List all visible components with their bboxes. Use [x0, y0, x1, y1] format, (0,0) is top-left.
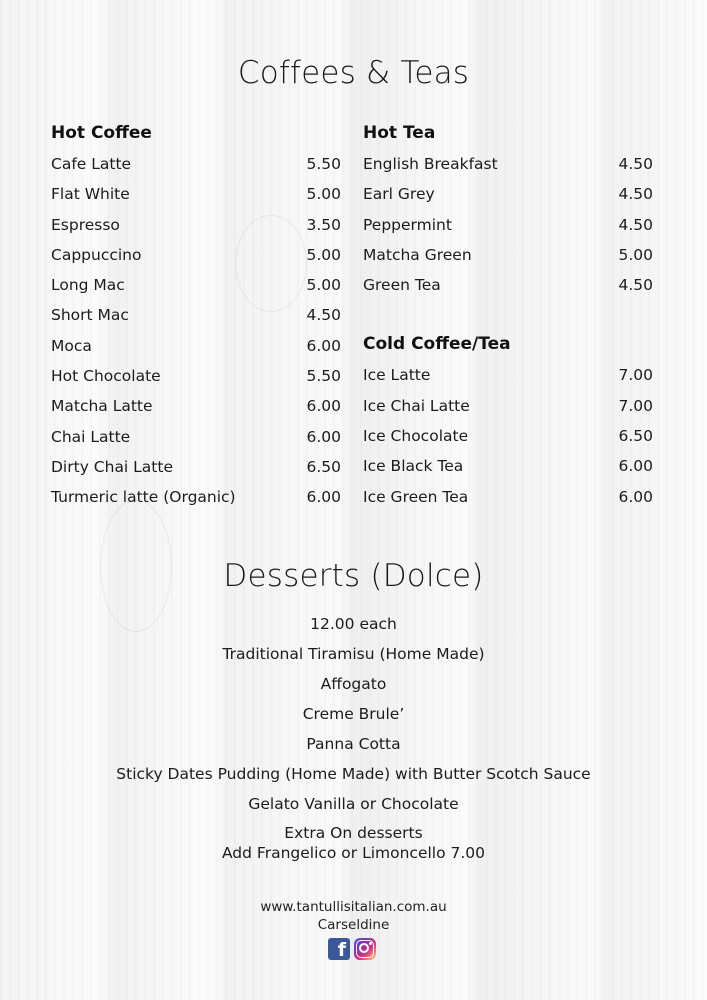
item-price: 5.50 — [306, 367, 341, 386]
item-name: Espresso — [51, 215, 120, 234]
desserts-list — [0, 610, 707, 863]
menu-item — [363, 241, 653, 271]
menu-item — [363, 211, 653, 241]
item-name: Cappuccino — [51, 245, 142, 264]
item-name: Chai Latte — [51, 427, 131, 446]
menu-item — [51, 241, 341, 271]
dessert-item: Panna Cotta — [306, 735, 401, 753]
dessert-item: Creme Brule’ — [302, 705, 405, 723]
item-name: Cafe Latte — [51, 155, 132, 173]
item-price: 4.50 — [618, 215, 653, 234]
dessert-extra: Add Frangelico or Limoncello 7.00 — [221, 844, 486, 862]
coffee-title: Coffees & Teas — [237, 55, 470, 91]
item-name: Short Mac — [51, 306, 129, 325]
menu-item — [51, 301, 341, 331]
menu-item — [363, 392, 653, 422]
item-name: Ice Chai Latte — [363, 396, 470, 415]
item-name: Long Mac — [51, 276, 125, 295]
instagram-icon[interactable] — [354, 938, 376, 960]
dessert-item: Traditional Tiramisu (Home Made) — [222, 645, 485, 663]
tea-column — [363, 120, 653, 513]
menu-item — [51, 423, 341, 453]
item-price: 6.50 — [618, 427, 653, 446]
dessert-price-note: 12.00 each — [310, 615, 397, 633]
item-price: 4.50 — [618, 276, 653, 295]
dessert-item: Affogato — [320, 675, 387, 693]
desserts-title: Desserts (Dolce) — [223, 558, 484, 594]
item-price: 3.50 — [306, 215, 341, 234]
facebook-icon[interactable]: f — [328, 938, 350, 960]
item-price: 5.00 — [618, 245, 653, 264]
item-price: 6.00 — [618, 457, 653, 476]
menu-item — [51, 483, 341, 513]
item-name: Turmeric latte (Organic) — [51, 488, 236, 507]
menu-item — [51, 271, 341, 301]
item-name: Ice Black Tea — [363, 457, 464, 476]
menu-item — [363, 271, 653, 301]
item-price: 4.50 — [618, 185, 653, 204]
menu-item — [51, 392, 341, 422]
menu-item — [51, 453, 341, 483]
item-name: Earl Grey — [363, 185, 435, 204]
menu-item — [363, 483, 653, 513]
menu-item — [51, 150, 341, 180]
menu-item — [363, 422, 653, 452]
item-name: Matcha Green — [363, 245, 472, 264]
cold-heading: Cold Coffee/Tea — [363, 334, 511, 355]
website-link[interactable]: www.tantullisitalian.com.au — [260, 899, 447, 915]
item-price: 6.50 — [306, 457, 341, 476]
item-name: Ice Green Tea — [363, 487, 469, 506]
item-price: 5.00 — [306, 185, 341, 204]
item-name: English Breakfast — [363, 155, 498, 173]
item-price: 7.00 — [618, 396, 653, 415]
item-price: 6.00 — [306, 427, 341, 446]
menu-item — [363, 180, 653, 210]
item-price: 4.50 — [618, 155, 653, 173]
location: Carseldine — [317, 917, 390, 933]
item-name: Green Tea — [363, 276, 441, 295]
item-price: 5.00 — [306, 276, 341, 295]
social-icons — [328, 938, 376, 960]
section-spacer — [363, 301, 653, 331]
item-name: Hot Chocolate — [51, 367, 161, 386]
hot-tea-heading: Hot Tea — [363, 123, 436, 143]
dessert-extra: Extra On desserts — [284, 824, 423, 842]
menu-item — [51, 362, 341, 392]
item-name: Dirty Chai Latte — [51, 457, 173, 476]
item-name: Peppermint — [363, 215, 452, 234]
menu-item — [363, 361, 653, 391]
dessert-item: Sticky Dates Pudding (Home Made) with Butter Scotch Sauce — [116, 765, 591, 783]
item-price: 6.00 — [306, 488, 341, 507]
item-name: Ice Chocolate — [363, 427, 469, 446]
dessert-item: Gelato Vanilla or Chocolate — [248, 795, 459, 813]
item-price: 7.00 — [618, 366, 653, 385]
item-price: 6.00 — [306, 336, 341, 355]
item-price: 5.00 — [306, 245, 341, 264]
item-name: Moca — [51, 336, 92, 355]
item-name: Ice Latte — [363, 366, 431, 385]
footer — [0, 898, 707, 934]
menu-item — [51, 180, 341, 210]
item-price: 5.50 — [306, 155, 341, 173]
menu-item — [51, 332, 341, 362]
item-name: Flat White — [51, 185, 130, 204]
item-name: Matcha Latte — [51, 397, 153, 416]
item-price: 4.50 — [306, 306, 341, 325]
hot-coffee-heading: Hot Coffee — [51, 123, 152, 143]
item-price: 6.00 — [306, 397, 341, 416]
menu-item — [363, 150, 653, 180]
menu-item — [51, 211, 341, 241]
menu-item — [363, 452, 653, 482]
hot-coffee-column — [51, 120, 341, 514]
item-price: 6.00 — [618, 487, 653, 506]
